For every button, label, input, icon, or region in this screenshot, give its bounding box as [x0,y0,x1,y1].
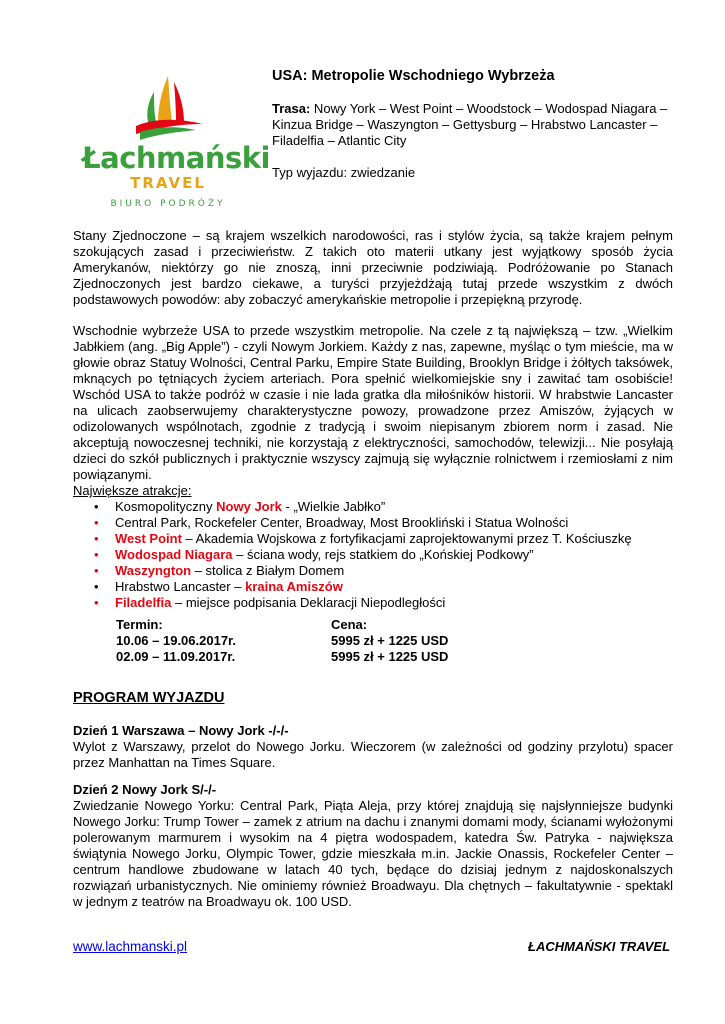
bullet-icon: • [94,547,99,562]
list-item [73,547,673,563]
day-2-title: Dzień 2 Nowy Jork S/-/- [73,782,217,797]
bullet-icon: • [94,499,99,514]
day-1-text: Wylot z Warszawy, przelot do Nowego Jorku. Wieczorem (w zależności od godziny przylotu) spacer przez Manhattan na Times Square. [73,739,673,770]
table-row [116,633,516,649]
day-2-text: Zwiedzanie Nowego Yorku: Central Park, Piąta Aleja, przy której znajdują się najsłynniejsze budynki Nowego Jorku: Trump Tower – zamek z atrium na dachu i znanymi domami mody, ścianami wyłożonymi polerowanym marmurem i wysokim na 4 piętra wodospadem, katedra Św. Patryka - największa świątynia Nowego Jorku, Olympic Tower, gdzie mieszkała m.in. Jackie Onassis, Rockefeler Center – centrum handlowe zbudowane w latach 40 tych, będące do dzisiaj jednym z najdoskonalszych rozwiązań urbanistycznych. Nie ominiemy również Broadwayu. Dla chętnych – fakultatywnie - spektakl w jednym z teatrów na Broadwayu ok. 100 USD. [73,798,673,909]
company-logo [82,72,270,218]
item-highlight: Filadelfia [115,595,172,610]
price-label: Cena: [331,617,368,632]
intro-paragraph-2: Wschodnie wybrzeże USA to przede wszystkim metropolie. Na czele z tą największą – tzw. „Wielkim Jabłkiem (ang. „Big Apple”) - czyli Nowym Jorkiem. Każdy z nas, zapewne, myśląc o tym mieście, ma w głowie obraz Statuy Wolności, Central Parku, Empire State Building, Brooklyn Bridge i żółtych taksówek, mknących po tętniących życiem arteriach. Pora spełnić wielkomiejskie sny i zawitać tam osobiście! Wschód USA to także podróż w czasie i nie lada gratka dla miłośników historii. W hrabstwie Lancaster na ulicach zaobserwujemy charakterystyczne powozy, prowadzone przez Amiszów, żyjących w odizolowanych wspólnotach, zgodnie z tradycją i swoim niepisanym zbiorem norm i zasad. Nie akceptują nowoczesnej techniki, nie korzystają z elektryczności, samochodów, telewizji... Nie posyłają dzieci do szkół publicznych i praktycznie wszyscy zajmują się wyłącznie rolnictwem i rzemiosłami z nim powiązanymi. [73,323,673,482]
logo-tagline: BIURO PODRÓŻY [110,199,226,209]
term-label: Termin: [116,617,163,632]
item-text: - „Wielkie Jabłko” [281,499,386,514]
bullet-icon: • [94,531,99,546]
list-item [73,531,673,547]
footer-brand: ŁACHMAŃSKI TRAVEL [528,939,671,954]
item-text: Kosmopolityczny [115,499,217,514]
item-highlight: Wodospad Niagara [115,547,233,562]
intro-paragraph-1: Stany Zjednoczone – są krajem wszelkich narodowości, ras i stylów życia, są także krajem pełnym szokujących zasad i przeciwieństw. Z takich oto materii utkany jest wyjątkowy sposób życia Amerykanów, niektórzy go nie znoszą, inni przeciwnie podziwiają. Podróżowanie po Stanach Zjednoczonych jest bardzo ciekawe, a turyści przyjeżdżają tutaj przede wszystkim z dwóch podstawowych powodów: aby zobaczyć amerykańskie metropolie i przepiękną przyrodę. [73,228,673,307]
table-row [116,649,516,665]
route-text: Nowy York – West Point – Woodstock – Wodospad Niagara – Kinzua Bridge – Waszyngton – Gettysburg – Hrabstwo Lancaster – Filadelfia – Atlantic City [272,101,668,148]
bullet-icon: • [94,563,99,578]
item-text: Hrabstwo Lancaster – [115,579,246,594]
page-title: USA: Metropolie Wschodniego Wybrzeża [272,68,555,84]
attractions-heading: Największe atrakcje: [73,483,192,498]
list-item [73,595,673,611]
item-text: – ściana wody, rejs statkiem do „Końskiej Podkowy” [232,547,534,562]
item-text: – miejsce podpisania Deklaracji Niepodległości [171,595,446,610]
item-text: – stolica z Białym Domem [191,563,345,578]
list-item [73,515,673,531]
list-item [73,563,673,579]
trip-type: Typ wyjazdu: zwiedzanie [272,165,416,180]
attractions-list [73,499,673,611]
route-label: Trasa: [272,101,311,116]
table-header-row [116,617,516,633]
term-value: 10.06 – 19.06.2017r. [116,633,237,648]
bullet-icon: • [94,515,99,530]
bullet-icon: • [94,595,99,610]
price-value: 5995 zł + 1225 USD [331,633,449,648]
day-1-title: Dzień 1 Warszawa – Nowy Jork -/-/- [73,723,289,738]
dates-prices-table [116,617,516,665]
bullet-icon: • [94,579,99,594]
item-highlight: Waszyngton [115,563,192,578]
price-value: 5995 zł + 1225 USD [331,649,449,664]
website-link[interactable]: www.lachmanski.pl [73,939,188,954]
sail-logo-icon [128,72,208,142]
logo-travel: TRAVEL [130,174,206,192]
item-highlight: West Point [115,531,182,546]
logo-name: Łachmański [82,141,270,175]
route-info [272,101,672,149]
list-item [73,579,673,595]
item-text: Central Park, Rockefeler Center, Broadway, Most Brookliński i Statua Wolności [115,515,569,530]
term-value: 02.09 – 11.09.2017r. [116,649,236,664]
list-item [73,499,673,515]
item-highlight: Nowy Jork [216,499,282,514]
program-heading: PROGRAM WYJAZDU [73,690,225,706]
item-highlight: kraina Amiszów [245,579,343,594]
item-text: – Akademia Wojskowa z fortyfikacjami zaprojektowanymi przez T. Kościuszkę [181,531,632,546]
